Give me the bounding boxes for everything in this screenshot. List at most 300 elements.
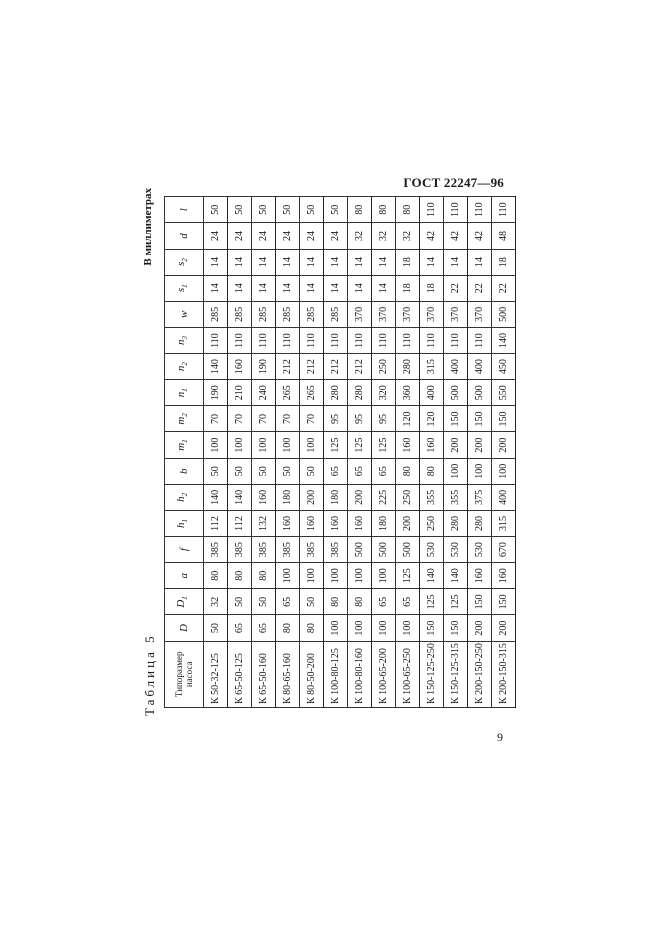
header-symbol: h bbox=[175, 496, 188, 502]
value-cell: 500 bbox=[396, 537, 420, 563]
model-cell: К 100-65-250 bbox=[396, 641, 420, 707]
model-cell: К 100-65-200 bbox=[372, 641, 396, 707]
value-cell: 18 bbox=[492, 249, 516, 275]
page-number: 9 bbox=[497, 730, 503, 744]
value-cell: 80 bbox=[396, 197, 420, 223]
value-cell: 100 bbox=[492, 458, 516, 484]
value-cell: 50 bbox=[228, 458, 252, 484]
value-cell: 280 bbox=[396, 354, 420, 380]
value-cell: 150 bbox=[444, 406, 468, 432]
value-cell: 14 bbox=[228, 249, 252, 275]
value-cell: 14 bbox=[348, 275, 372, 301]
value-cell: 100 bbox=[372, 563, 396, 589]
header-symbol: a bbox=[177, 573, 190, 579]
value-cell: 80 bbox=[324, 589, 348, 615]
value-cell: 42 bbox=[420, 223, 444, 249]
value-cell: 150 bbox=[468, 406, 492, 432]
value-cell: 140 bbox=[444, 563, 468, 589]
header-col-h2 bbox=[165, 484, 204, 510]
value-cell: 180 bbox=[324, 484, 348, 510]
value-cell: 280 bbox=[444, 510, 468, 536]
value-cell: 100 bbox=[204, 432, 228, 458]
model-cell: К 80-65-160 bbox=[276, 641, 300, 707]
header-col-l bbox=[165, 197, 204, 223]
header-col-D bbox=[165, 615, 204, 641]
value-cell: 50 bbox=[276, 197, 300, 223]
header-col-m2 bbox=[165, 406, 204, 432]
value-cell: 200 bbox=[468, 615, 492, 641]
value-cell: 200 bbox=[492, 432, 516, 458]
value-cell: 160 bbox=[228, 354, 252, 380]
header-subscript: 2 bbox=[181, 258, 190, 262]
value-cell: 285 bbox=[252, 301, 276, 327]
value-cell: 112 bbox=[204, 510, 228, 536]
value-cell: 100 bbox=[300, 563, 324, 589]
value-cell: 110 bbox=[420, 197, 444, 223]
value-cell: 450 bbox=[492, 354, 516, 380]
value-cell: 110 bbox=[276, 327, 300, 353]
value-cell: 50 bbox=[276, 458, 300, 484]
value-cell: 110 bbox=[228, 327, 252, 353]
value-cell: 112 bbox=[228, 510, 252, 536]
value-cell: 18 bbox=[420, 275, 444, 301]
value-cell: 80 bbox=[348, 589, 372, 615]
header-subscript: 1 bbox=[181, 596, 190, 600]
header-symbol: n bbox=[175, 339, 188, 346]
header-col-n3 bbox=[165, 327, 204, 353]
header-symbol: n bbox=[175, 365, 188, 372]
header-col-s1 bbox=[165, 275, 204, 301]
value-cell: 50 bbox=[300, 458, 324, 484]
value-cell: 120 bbox=[420, 406, 444, 432]
table-row bbox=[228, 197, 252, 708]
value-cell: 125 bbox=[324, 432, 348, 458]
value-cell: 160 bbox=[468, 563, 492, 589]
value-cell: 42 bbox=[468, 223, 492, 249]
table-row bbox=[252, 197, 276, 708]
value-cell: 65 bbox=[348, 458, 372, 484]
value-cell: 500 bbox=[444, 380, 468, 406]
table-row bbox=[300, 197, 324, 708]
value-cell: 160 bbox=[396, 432, 420, 458]
value-cell: 14 bbox=[372, 275, 396, 301]
value-cell: 180 bbox=[372, 510, 396, 536]
value-cell: 160 bbox=[420, 432, 444, 458]
header-symbol: d bbox=[177, 233, 190, 239]
header-col-n2 bbox=[165, 354, 204, 380]
value-cell: 500 bbox=[468, 380, 492, 406]
value-cell: 65 bbox=[276, 589, 300, 615]
value-cell: 200 bbox=[444, 432, 468, 458]
value-cell: 370 bbox=[372, 301, 396, 327]
value-cell: 14 bbox=[276, 275, 300, 301]
header-symbol: b bbox=[177, 468, 190, 474]
value-cell: 80 bbox=[396, 458, 420, 484]
header-symbol: D bbox=[175, 599, 188, 608]
value-cell: 190 bbox=[252, 354, 276, 380]
header-subscript: 1 bbox=[181, 388, 190, 392]
value-cell: 50 bbox=[324, 197, 348, 223]
value-cell: 24 bbox=[228, 223, 252, 249]
value-cell: 14 bbox=[348, 249, 372, 275]
value-cell: 110 bbox=[396, 327, 420, 353]
value-cell: 212 bbox=[300, 354, 324, 380]
table-row bbox=[444, 197, 468, 708]
table-title: Таблица 5 bbox=[142, 633, 157, 716]
value-cell: 14 bbox=[228, 275, 252, 301]
value-cell: 100 bbox=[228, 432, 252, 458]
value-cell: 95 bbox=[348, 406, 372, 432]
value-cell: 280 bbox=[324, 380, 348, 406]
value-cell: 400 bbox=[468, 354, 492, 380]
value-cell: 50 bbox=[204, 615, 228, 641]
value-cell: 160 bbox=[348, 510, 372, 536]
model-cell: К 100-80-125 bbox=[324, 641, 348, 707]
value-cell: 50 bbox=[228, 197, 252, 223]
value-cell: 14 bbox=[324, 249, 348, 275]
model-cell: К 50-32-125 bbox=[204, 641, 228, 707]
header-symbol: D bbox=[177, 624, 190, 633]
model-cell: К 80-50-200 bbox=[300, 641, 324, 707]
value-cell: 285 bbox=[276, 301, 300, 327]
value-cell: 285 bbox=[204, 301, 228, 327]
value-cell: 212 bbox=[348, 354, 372, 380]
value-cell: 530 bbox=[468, 537, 492, 563]
rotated-table-block bbox=[140, 186, 510, 716]
header-col-h1 bbox=[165, 510, 204, 536]
value-cell: 210 bbox=[228, 380, 252, 406]
table-row bbox=[324, 197, 348, 708]
model-cell: К 200-150-250 bbox=[468, 641, 492, 707]
value-cell: 14 bbox=[300, 275, 324, 301]
value-cell: 100 bbox=[372, 615, 396, 641]
value-cell: 32 bbox=[396, 223, 420, 249]
header-subscript: 2 bbox=[181, 492, 190, 497]
header-symbol: h bbox=[175, 522, 188, 528]
value-cell: 370 bbox=[348, 301, 372, 327]
value-cell: 150 bbox=[444, 615, 468, 641]
header-subscript: 3 bbox=[181, 336, 190, 340]
value-cell: 125 bbox=[444, 589, 468, 615]
value-cell: 385 bbox=[204, 537, 228, 563]
header-symbol: l bbox=[177, 208, 190, 212]
value-cell: 14 bbox=[204, 275, 228, 301]
value-cell: 50 bbox=[300, 197, 324, 223]
value-cell: 65 bbox=[396, 589, 420, 615]
header-subscript: 2 bbox=[181, 413, 190, 417]
value-cell: 285 bbox=[324, 301, 348, 327]
value-cell: 385 bbox=[324, 537, 348, 563]
value-cell: 140 bbox=[420, 563, 444, 589]
header-symbol: m bbox=[175, 416, 188, 425]
value-cell: 140 bbox=[228, 484, 252, 510]
value-cell: 400 bbox=[492, 484, 516, 510]
value-cell: 14 bbox=[444, 249, 468, 275]
value-cell: 110 bbox=[444, 327, 468, 353]
value-cell: 80 bbox=[228, 563, 252, 589]
value-cell: 32 bbox=[372, 223, 396, 249]
header-col-d bbox=[165, 223, 204, 249]
value-cell: 18 bbox=[396, 249, 420, 275]
value-cell: 200 bbox=[396, 510, 420, 536]
value-cell: 14 bbox=[204, 249, 228, 275]
value-cell: 110 bbox=[444, 197, 468, 223]
table-row bbox=[204, 197, 228, 708]
header-col-w bbox=[165, 301, 204, 327]
value-cell: 110 bbox=[492, 197, 516, 223]
table-row bbox=[396, 197, 420, 708]
value-cell: 110 bbox=[324, 327, 348, 353]
value-cell: 24 bbox=[252, 223, 276, 249]
table-row bbox=[492, 197, 516, 708]
table-row bbox=[348, 197, 372, 708]
value-cell: 500 bbox=[348, 537, 372, 563]
header-symbol: n bbox=[175, 391, 188, 398]
value-cell: 100 bbox=[444, 458, 468, 484]
value-cell: 200 bbox=[300, 484, 324, 510]
value-cell: 50 bbox=[204, 197, 228, 223]
value-cell: 385 bbox=[228, 537, 252, 563]
value-cell: 110 bbox=[468, 327, 492, 353]
value-cell: 65 bbox=[372, 458, 396, 484]
value-cell: 95 bbox=[372, 406, 396, 432]
value-cell: 100 bbox=[396, 615, 420, 641]
value-cell: 70 bbox=[300, 406, 324, 432]
value-cell: 385 bbox=[276, 537, 300, 563]
value-cell: 530 bbox=[420, 537, 444, 563]
value-cell: 22 bbox=[444, 275, 468, 301]
header-symbol: m bbox=[175, 442, 188, 451]
value-cell: 110 bbox=[348, 327, 372, 353]
header-col-D1 bbox=[165, 589, 204, 615]
value-cell: 140 bbox=[204, 484, 228, 510]
value-cell: 32 bbox=[204, 589, 228, 615]
value-cell: 370 bbox=[468, 301, 492, 327]
value-cell: 550 bbox=[492, 380, 516, 406]
value-cell: 65 bbox=[252, 615, 276, 641]
table-row bbox=[468, 197, 492, 708]
value-cell: 160 bbox=[300, 510, 324, 536]
table-header-row bbox=[165, 197, 204, 708]
table-row bbox=[276, 197, 300, 708]
value-cell: 530 bbox=[444, 537, 468, 563]
value-cell: 14 bbox=[324, 275, 348, 301]
value-cell: 24 bbox=[276, 223, 300, 249]
model-cell: К 200-150-315 bbox=[492, 641, 516, 707]
value-cell: 100 bbox=[324, 615, 348, 641]
value-cell: 285 bbox=[300, 301, 324, 327]
value-cell: 200 bbox=[468, 432, 492, 458]
value-cell: 125 bbox=[348, 432, 372, 458]
value-cell: 370 bbox=[444, 301, 468, 327]
value-cell: 50 bbox=[252, 197, 276, 223]
value-cell: 50 bbox=[228, 589, 252, 615]
value-cell: 125 bbox=[396, 563, 420, 589]
value-cell: 14 bbox=[468, 249, 492, 275]
value-cell: 32 bbox=[348, 223, 372, 249]
header-symbol: f bbox=[177, 548, 190, 552]
value-cell: 200 bbox=[348, 484, 372, 510]
value-cell: 150 bbox=[492, 406, 516, 432]
value-cell: 110 bbox=[372, 327, 396, 353]
value-cell: 315 bbox=[492, 510, 516, 536]
value-cell: 285 bbox=[228, 301, 252, 327]
value-cell: 225 bbox=[372, 484, 396, 510]
value-cell: 100 bbox=[276, 432, 300, 458]
value-cell: 70 bbox=[228, 406, 252, 432]
value-cell: 100 bbox=[324, 563, 348, 589]
header-subscript: 1 bbox=[181, 284, 190, 288]
units-caption: В миллиметрах bbox=[142, 188, 154, 266]
value-cell: 80 bbox=[300, 615, 324, 641]
value-cell: 100 bbox=[300, 432, 324, 458]
value-cell: 670 bbox=[492, 537, 516, 563]
value-cell: 50 bbox=[300, 589, 324, 615]
header-model: Типоразмер насоса bbox=[165, 641, 204, 707]
header-symbol: s bbox=[175, 287, 188, 293]
value-cell: 315 bbox=[420, 354, 444, 380]
value-cell: 80 bbox=[372, 197, 396, 223]
value-cell: 250 bbox=[420, 510, 444, 536]
value-cell: 160 bbox=[276, 510, 300, 536]
value-cell: 14 bbox=[372, 249, 396, 275]
caption-row bbox=[140, 186, 164, 716]
value-cell: 212 bbox=[324, 354, 348, 380]
value-cell: 100 bbox=[348, 563, 372, 589]
header-col-n1 bbox=[165, 380, 204, 406]
value-cell: 240 bbox=[252, 380, 276, 406]
value-cell: 14 bbox=[276, 249, 300, 275]
value-cell: 400 bbox=[444, 354, 468, 380]
header-col-f bbox=[165, 537, 204, 563]
document-standard-number: ГОСТ 22247—96 bbox=[403, 175, 504, 190]
value-cell: 150 bbox=[468, 589, 492, 615]
value-cell: 100 bbox=[252, 432, 276, 458]
value-cell: 375 bbox=[468, 484, 492, 510]
value-cell: 265 bbox=[276, 380, 300, 406]
value-cell: 180 bbox=[276, 484, 300, 510]
value-cell: 385 bbox=[300, 537, 324, 563]
value-cell: 22 bbox=[492, 275, 516, 301]
value-cell: 110 bbox=[252, 327, 276, 353]
value-cell: 150 bbox=[420, 615, 444, 641]
value-cell: 80 bbox=[276, 615, 300, 641]
value-cell: 500 bbox=[372, 537, 396, 563]
value-cell: 265 bbox=[300, 380, 324, 406]
value-cell: 132 bbox=[252, 510, 276, 536]
value-cell: 80 bbox=[348, 197, 372, 223]
value-cell: 320 bbox=[372, 380, 396, 406]
value-cell: 160 bbox=[492, 563, 516, 589]
value-cell: 70 bbox=[204, 406, 228, 432]
value-cell: 18 bbox=[396, 275, 420, 301]
value-cell: 70 bbox=[276, 406, 300, 432]
model-cell: К 65-50-125 bbox=[228, 641, 252, 707]
value-cell: 355 bbox=[420, 484, 444, 510]
value-cell: 120 bbox=[396, 406, 420, 432]
value-cell: 370 bbox=[396, 301, 420, 327]
value-cell: 14 bbox=[252, 275, 276, 301]
value-cell: 100 bbox=[348, 615, 372, 641]
header-col-b bbox=[165, 458, 204, 484]
model-cell: К 150-125-315 bbox=[444, 641, 468, 707]
value-cell: 140 bbox=[204, 354, 228, 380]
value-cell: 22 bbox=[468, 275, 492, 301]
header-col-a bbox=[165, 563, 204, 589]
value-cell: 14 bbox=[300, 249, 324, 275]
model-cell: К 100-80-160 bbox=[348, 641, 372, 707]
header-col-s2 bbox=[165, 249, 204, 275]
value-cell: 80 bbox=[420, 458, 444, 484]
value-cell: 150 bbox=[492, 589, 516, 615]
pump-dimensions-table bbox=[164, 196, 516, 708]
value-cell: 42 bbox=[444, 223, 468, 249]
value-cell: 14 bbox=[252, 249, 276, 275]
header-subscript: 2 bbox=[181, 362, 190, 366]
header-symbol: s bbox=[175, 261, 188, 266]
table-row bbox=[372, 197, 396, 708]
value-cell: 280 bbox=[348, 380, 372, 406]
value-cell: 70 bbox=[252, 406, 276, 432]
value-cell: 65 bbox=[372, 589, 396, 615]
value-cell: 125 bbox=[372, 432, 396, 458]
value-cell: 65 bbox=[228, 615, 252, 641]
value-cell: 125 bbox=[420, 589, 444, 615]
value-cell: 280 bbox=[468, 510, 492, 536]
value-cell: 140 bbox=[492, 327, 516, 353]
value-cell: 250 bbox=[372, 354, 396, 380]
value-cell: 24 bbox=[324, 223, 348, 249]
value-cell: 80 bbox=[252, 563, 276, 589]
header-subscript: 1 bbox=[181, 519, 190, 523]
header-col-m1 bbox=[165, 432, 204, 458]
value-cell: 200 bbox=[492, 615, 516, 641]
value-cell: 190 bbox=[204, 380, 228, 406]
value-cell: 110 bbox=[468, 197, 492, 223]
value-cell: 80 bbox=[204, 563, 228, 589]
value-cell: 160 bbox=[324, 510, 348, 536]
value-cell: 50 bbox=[252, 458, 276, 484]
value-cell: 100 bbox=[468, 458, 492, 484]
value-cell: 160 bbox=[252, 484, 276, 510]
header-subscript: 1 bbox=[181, 439, 190, 443]
value-cell: 100 bbox=[276, 563, 300, 589]
value-cell: 385 bbox=[252, 537, 276, 563]
table-row bbox=[420, 197, 444, 708]
value-cell: 24 bbox=[204, 223, 228, 249]
value-cell: 370 bbox=[420, 301, 444, 327]
value-cell: 95 bbox=[324, 406, 348, 432]
value-cell: 360 bbox=[396, 380, 420, 406]
value-cell: 48 bbox=[492, 223, 516, 249]
model-cell: К 150-125-250 bbox=[420, 641, 444, 707]
value-cell: 110 bbox=[204, 327, 228, 353]
model-cell: К 65-50-160 bbox=[252, 641, 276, 707]
value-cell: 355 bbox=[444, 484, 468, 510]
value-cell: 24 bbox=[300, 223, 324, 249]
value-cell: 400 bbox=[420, 380, 444, 406]
header-symbol: w bbox=[177, 310, 190, 319]
value-cell: 212 bbox=[276, 354, 300, 380]
value-cell: 110 bbox=[300, 327, 324, 353]
value-cell: 50 bbox=[204, 458, 228, 484]
value-cell: 65 bbox=[324, 458, 348, 484]
value-cell: 110 bbox=[420, 327, 444, 353]
value-cell: 250 bbox=[396, 484, 420, 510]
value-cell: 500 bbox=[492, 301, 516, 327]
table-body bbox=[204, 197, 516, 708]
value-cell: 14 bbox=[420, 249, 444, 275]
